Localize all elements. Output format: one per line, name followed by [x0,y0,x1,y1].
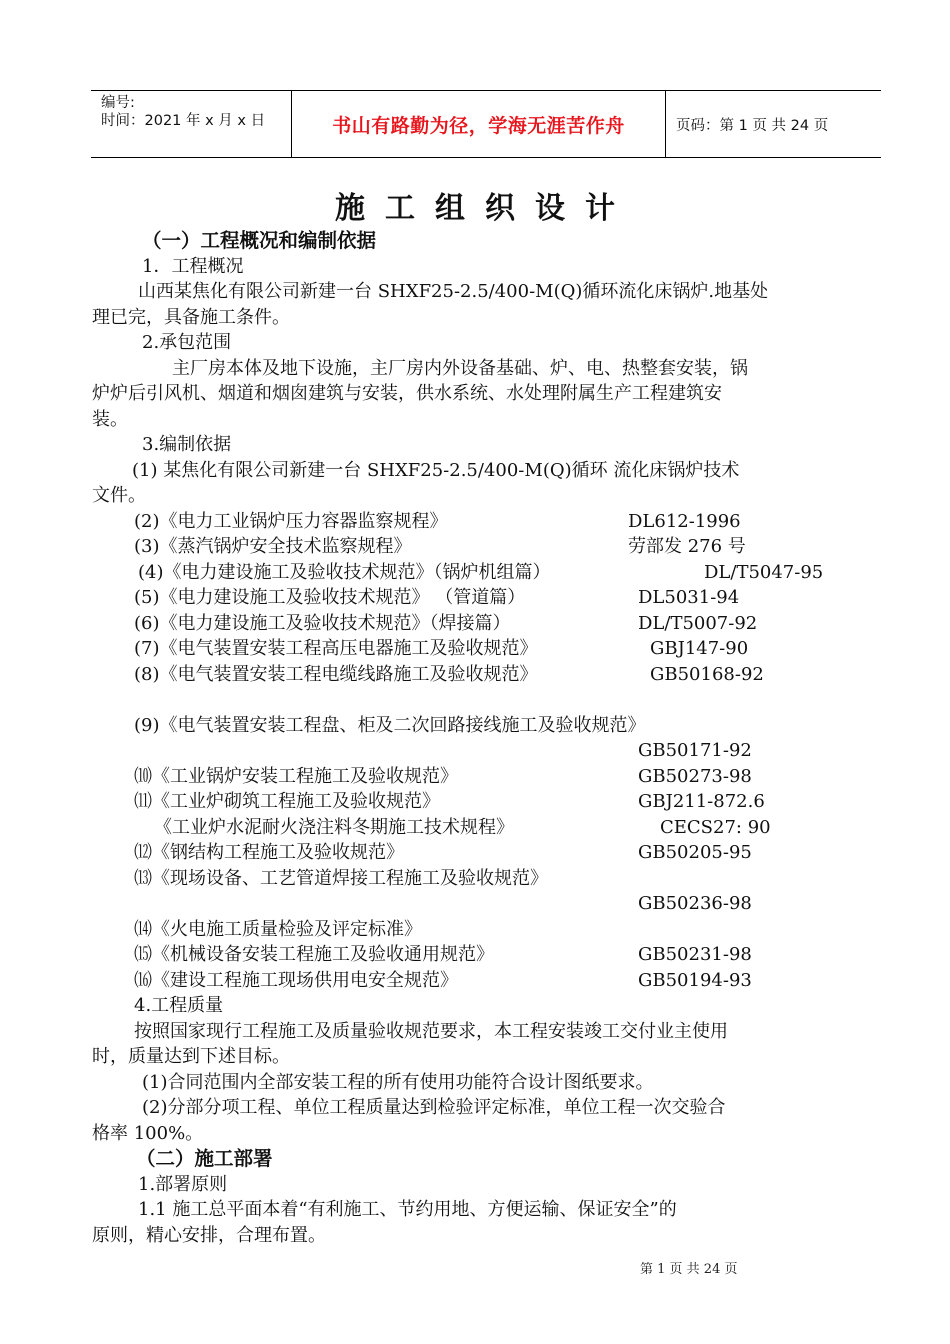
paragraph-line: 格率 100%。 [92,1122,204,1144]
paragraph-line: (1) 某焦化有限公司新建一台 SHXF25-2.5/400-M(Q)循环 流化床锅炉技术 [132,459,740,481]
paragraph-line: (1)合同范围内全部安装工程的所有使用功能符合设计图纸要求。 [142,1071,654,1093]
reference-row [92,534,882,560]
document-title: 施工组织设计 [335,191,635,226]
reference-code: GB50273-98 [638,765,752,787]
reference-text: 《工业炉水泥耐火浇注料冬期施工技术规程》 [154,816,514,838]
reference-row [92,764,882,790]
subheading-1-4: 4.工程质量 [134,995,224,1016]
reference-text: (9)《电气装置安装工程盘、柜及二次回路接线施工及验收规范》 [134,714,646,736]
page-footer: 第 1 页 共 24 页 [640,1262,738,1277]
reference-row [92,891,882,917]
reference-text: ⑾《工业炉砌筑工程施工及验收规范》 [134,791,440,812]
reference-text: (5)《电力建设施工及验收技术规范》 （管道篇） [134,587,526,608]
reference-text: (3)《蒸汽锅炉安全技术监察规程》 [134,536,412,557]
header-table [91,90,881,158]
reference-text: (2)《电力工业锅炉压力容器监察规程》 [134,510,448,532]
reference-text: ⑿《钢结构工程施工及验收规范》 [134,842,404,863]
blank-line [92,687,882,713]
reference-code: DL/T5047-95 [704,561,824,583]
reference-text: ⒀《现场设备、工艺管道焊接工程施工及验收规范》 [134,867,548,889]
reference-text: (7)《电气装置安装工程高压电器施工及验收规范》 [134,638,538,659]
reference-code: CECS27: 90 [660,816,771,838]
subheading-2-1: 1.部署原则 [138,1173,228,1195]
document-body [92,228,882,1248]
reference-code: 劳部发 276 号 [628,536,746,557]
reference-row [92,636,882,662]
reference-code: GB50171-92 [638,740,752,761]
time-label: 时间：2021 年 x 月 x 日 [101,113,266,129]
reference-text: ⑽《工业锅炉安装工程施工及验收规范》 [134,765,458,787]
paragraph-line: 1.1 施工总平面本着“有利施工、节约用地、方便运输、保证安全”的 [138,1199,677,1220]
reference-code: DL612-1996 [628,510,741,532]
page-label: 页码：第 1 页 共 24 页 [676,117,829,134]
motto-text: 书山有路勤为径，学海无涯苦作舟 [332,114,625,137]
reference-row [92,611,882,637]
reference-text: ⒁《火电施工质量检验及评定标准》 [134,918,422,940]
reference-row [92,713,882,739]
paragraph-line: 理已完，具备施工条件。 [92,306,290,328]
paragraph-line: 炉炉后引风机、烟道和烟囱建筑与安装，供水系统、水处理附属生产工程建筑安 [92,383,722,404]
reference-code: GB50236-98 [638,893,752,914]
reference-text: (8)《电气装置安装工程电缆线路施工及验收规范》 [134,663,538,685]
header-motto-cell [292,91,666,157]
reference-row [92,917,882,943]
paragraph-line: 山西某焦化有限公司新建一台 SHXF25-2.5/400-M(Q)循环流化床锅炉.地基处 [138,281,769,302]
paragraph-line: 主厂房本体及地下设施，主厂房内外设备基础、炉、电、热整套安装，锅 [172,357,748,379]
reference-row [92,662,882,688]
reference-row [92,509,882,535]
number-label: 编号: [101,95,135,111]
subheading-1-3: 3.编制依据 [142,434,232,455]
reference-row [92,968,882,994]
reference-code: GBJ147-90 [650,638,749,659]
reference-row [92,815,882,841]
subheading-1-2: 2.承包范围 [142,332,232,353]
reference-text: (4)《电力建设施工及验收技术规范》（锅炉机组篇） [138,561,551,583]
reference-code: GB50194-93 [638,969,752,991]
reference-code: DL5031-94 [638,587,740,608]
paragraph-line: 装。 [92,408,128,430]
paragraph-line: (2)分部分项工程、单位工程质量达到检验评定标准，单位工程一次交验合 [142,1097,726,1118]
header-left-cell [91,91,292,157]
subheading-1-1: 1．工程概况 [142,255,244,277]
paragraph-line: 按照国家现行工程施工及质量验收规范要求，本工程安装竣工交付业主使用 [134,1020,728,1042]
paragraph-line: 文件。 [92,485,146,506]
reference-row [92,560,882,586]
reference-code: GB50205-95 [638,842,752,863]
reference-text: ⒃《建设工程施工现场供用电安全规范》 [134,969,458,991]
reference-row [92,942,882,968]
paragraph-line: 原则，精心安排，合理布置。 [92,1224,326,1246]
paragraph-line: 时，质量达到下述目标。 [92,1046,290,1067]
reference-code: GB50231-98 [638,944,752,965]
reference-text: ⒂《机械设备安装工程施工及验收通用规范》 [134,944,494,965]
header-page-cell [666,91,881,157]
reference-code: DL/T5007-92 [638,612,758,634]
reference-code: GBJ211-872.6 [638,791,765,812]
reference-row [92,585,882,611]
reference-row [92,789,882,815]
section-heading-1: （一）工程概况和编制依据 [142,229,377,252]
reference-row [92,738,882,764]
reference-code: GB50168-92 [650,663,764,685]
reference-row [92,866,882,892]
section-heading-2: （二）施工部署 [136,1147,273,1170]
reference-row [92,840,882,866]
reference-text: (6)《电力建设施工及验收技术规范》（焊接篇） [134,612,511,634]
